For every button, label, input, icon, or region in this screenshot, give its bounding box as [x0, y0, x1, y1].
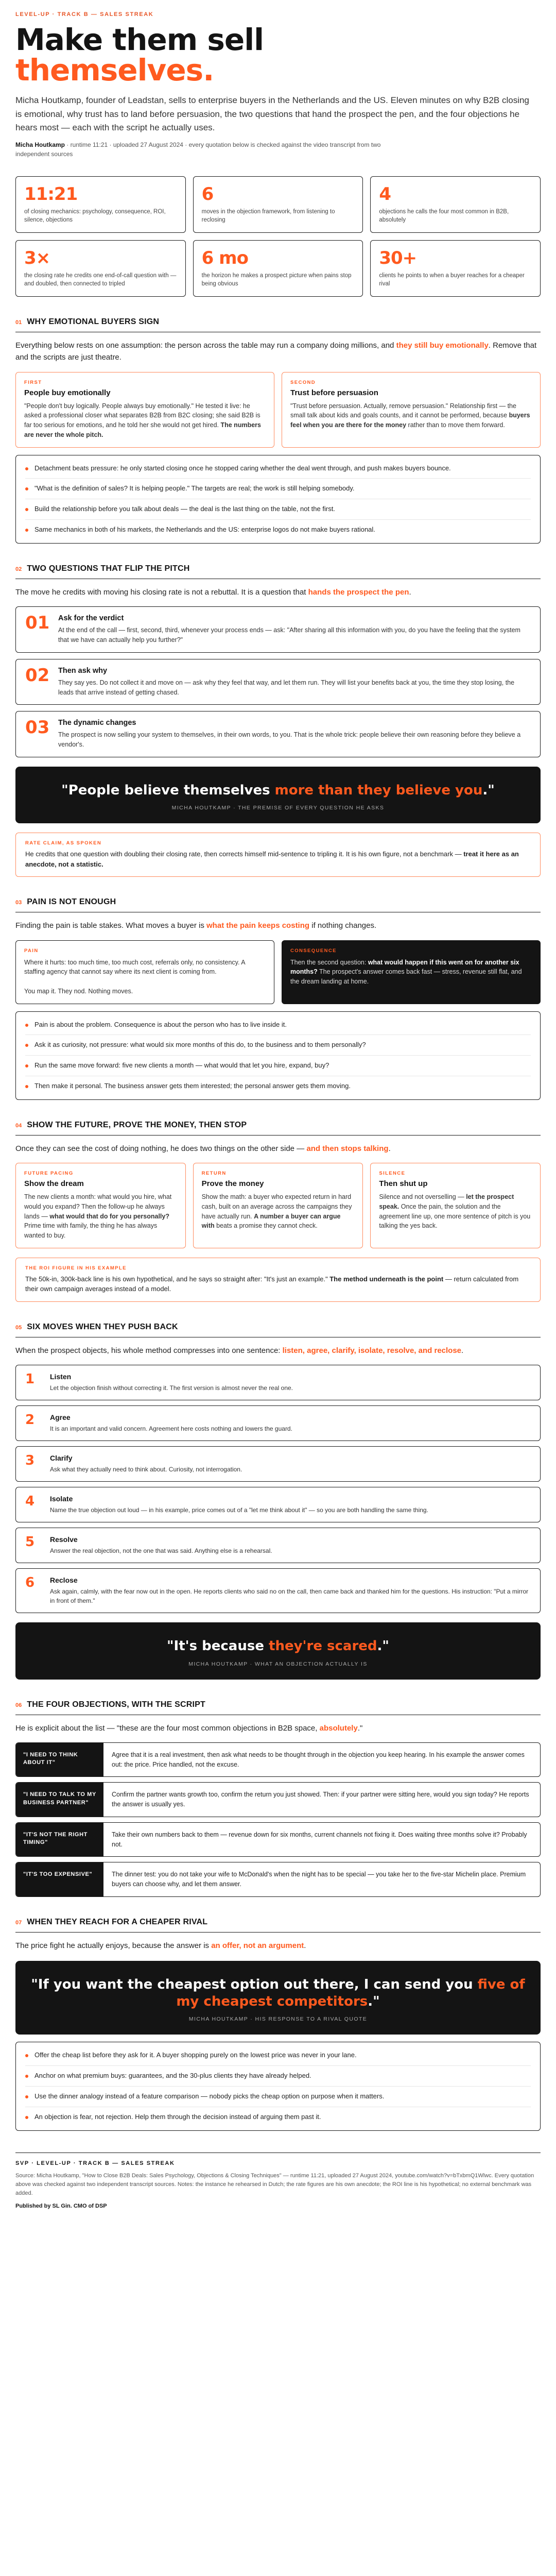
- step-title: Isolate: [50, 1495, 73, 1503]
- stat-number: 6: [201, 184, 214, 205]
- stats-grid: [15, 176, 541, 297]
- item-number: 01: [25, 613, 50, 634]
- section-number: 04: [15, 1122, 22, 1129]
- bullet-list: [15, 1011, 541, 1100]
- section-four-objections: [15, 1700, 541, 1897]
- list-item: "What is the definition of sales? It is helping people." The targets are real; the work is still helping somebody.: [25, 479, 531, 499]
- quote-part: .": [368, 1993, 380, 2009]
- intro-highlight: absolutely: [319, 1723, 358, 1733]
- step-desc: Let the objection finish without correcting it. The first version is almost never the real one.: [50, 1384, 293, 1392]
- card-tag: CONSEQUENCE: [290, 947, 337, 954]
- callout-body: [25, 1274, 531, 1294]
- section-number: 05: [15, 1324, 22, 1331]
- card-text: The prospect's answer comes back fast — stress, revenue still flat, and the dream landing at home.: [290, 968, 522, 985]
- stat-number: 30+: [379, 248, 417, 269]
- card-text: Prime time with family, the thing he has always wanted to buy.: [24, 1222, 158, 1240]
- list-item: Detachment beats pressure: he only started closing once he stopped caring whether the deal went through, and push makes buyers bounce.: [25, 459, 531, 479]
- item-title: Ask for the verdict: [58, 614, 124, 623]
- step-title: Resolve: [50, 1535, 78, 1544]
- card-emphasis: let the prospect speak.: [379, 1193, 514, 1210]
- objection-table: [15, 1742, 541, 1897]
- section-number: 03: [15, 900, 22, 906]
- roi-callout: [15, 1258, 541, 1302]
- section-number: 01: [15, 319, 22, 326]
- tactic-card: [193, 1163, 363, 1248]
- list-item: Use the dinner analogy instead of a feature comparison — nobody picks the cheap option on purpose when it matters.: [25, 2087, 531, 2107]
- card-text: rather than to move them forward.: [406, 421, 505, 429]
- stat-number: 3×: [24, 248, 50, 269]
- callout-text: He credits that one question with doubling their closing rate, then corrects himself mid-sentence to tripling it. It is his own figure, not a benchmark —: [25, 850, 464, 858]
- page-footer: [15, 2153, 541, 2209]
- section-intro: [15, 1143, 541, 1155]
- intro-text: Everything below rests on one assumption: the person across the table may run a company doing millions, and: [15, 341, 396, 350]
- card-body: [24, 1192, 177, 1241]
- pull-quote: [15, 1961, 541, 2035]
- quote-accent: they're scared: [269, 1638, 377, 1654]
- intro-highlight: listen, agree, clarify, isolate, resolve, and reclose: [282, 1346, 462, 1355]
- callout-text: The 50k-in, 300k-back line is his own hypothetical, and he says so straight after: "It's just an example.": [25, 1275, 330, 1283]
- page-title: [15, 22, 541, 88]
- stat-card: [15, 176, 186, 233]
- stat-caption: the closing rate he credits one end-of-call question with — and doubled, then connected to tripled: [24, 273, 177, 287]
- card-tag: SECOND: [290, 379, 316, 385]
- card-title: Prove the money: [201, 1179, 264, 1189]
- objection-row: [15, 1822, 541, 1857]
- card-body: [202, 1192, 355, 1231]
- byline-author: Micha Houtkamp: [15, 141, 65, 149]
- item-number: 02: [25, 665, 50, 686]
- step-title: Reclose: [50, 1576, 78, 1585]
- intro-text: .: [304, 1941, 306, 1950]
- card-text: "People don't buy logically. People always buy emotionally." He tested it live: he asked a professional closer what separates B2B from B2C closing; she said B2B is far too serious for emotions, and he told her she would not get hired.: [24, 402, 260, 429]
- step-title: Clarify: [50, 1454, 73, 1463]
- callout-tag: THE ROI FIGURE IN HIS EXAMPLE: [25, 1265, 127, 1271]
- objection-row: [15, 1782, 541, 1817]
- quote-attribution: MICHA HOUTKAMP · WHAT AN OBJECTION ACTUALLY IS: [188, 1660, 368, 1667]
- quote-accent: five of my cheapest competitors: [176, 1977, 525, 2009]
- pull-quote: [15, 767, 541, 824]
- card-text: beats a promise they cannot check.: [214, 1222, 318, 1230]
- objection-label: "IT'S NOT THE RIGHT TIMING": [16, 1823, 103, 1857]
- objection-label: "I NEED TO TALK TO MY BUSINESS PARTNER": [16, 1783, 103, 1817]
- step-item: [15, 1568, 541, 1613]
- objection-label: "I NEED TO THINK ABOUT IT": [16, 1743, 103, 1777]
- quote-accent: more than they believe you: [274, 782, 483, 798]
- numbered-item: [15, 711, 541, 757]
- list-item: An objection is fear, not rejection. Help them through the decision instead of arguing them past it.: [25, 2107, 531, 2127]
- card-emphasis: buyers feel when you are there for the money: [290, 412, 530, 429]
- principle-card-first: [15, 372, 274, 448]
- intro-highlight: what the pain keeps costing: [206, 921, 310, 930]
- intro-highlight: an offer, not an argument: [211, 1941, 304, 1950]
- intro-text: .: [409, 588, 411, 597]
- list-item: Then make it personal. The business answer gets them interested; the personal answer gets them moving.: [25, 1076, 531, 1096]
- step-number: 1: [25, 1371, 35, 1387]
- section-title: TWO QUESTIONS THAT FLIP THE PITCH: [27, 564, 190, 573]
- card-body: [290, 958, 532, 987]
- byline-meta: · runtime 11:21 · uploaded 27 August 2024 · every quotation below is checked against the video transcript from two independent sources: [15, 141, 381, 158]
- step-item: [15, 1405, 541, 1441]
- tactic-card: [15, 1163, 186, 1248]
- step-title: Agree: [50, 1413, 71, 1422]
- intro-text: .": [357, 1723, 363, 1733]
- tactic-cards: [15, 1163, 541, 1248]
- bullet-list: [15, 2042, 541, 2130]
- quote-attribution: MICHA HOUTKAMP · THE PREMISE OF EVERY QUESTION HE ASKS: [171, 805, 385, 811]
- step-number: 3: [25, 1453, 35, 1469]
- card-title: Show the dream: [24, 1179, 84, 1189]
- step-desc: Ask what they actually need to think about. Curiosity, not interrogation.: [50, 1466, 242, 1473]
- card-text: Once the pain, the solution and the agreement line up, one more sentence of pitch is you talking the yes back.: [379, 1202, 531, 1230]
- section-pain: [15, 897, 541, 1100]
- card-text: Show the math: a buyer who expected return in hard cash, built on an average across the campaigns they have actually run.: [201, 1193, 352, 1220]
- list-item: Offer the cheap list before they ask for it. A buyer shopping purely on the lowest price was never in your lane.: [25, 2045, 531, 2066]
- card-tag: RETURN: [201, 1171, 227, 1177]
- intro-text: .: [461, 1346, 464, 1355]
- numbered-item: [15, 659, 541, 705]
- objection-script: Confirm the partner wants growth too, confirm the return you just showed. Then: if your partner were sitting here, would you sign today? He reports the answer is usually yes.: [112, 1791, 529, 1808]
- section-cheaper-rival: [15, 1918, 541, 2131]
- quote-part: "It's because: [167, 1638, 269, 1654]
- card-body: [379, 1192, 532, 1231]
- section-number: 02: [15, 566, 22, 572]
- consequence-card: [282, 940, 541, 1004]
- stat-caption: clients he points to when a buyer reaches for a cheaper rival: [379, 273, 525, 287]
- quote-attribution: MICHA HOUTKAMP · HIS RESPONSE TO A RIVAL QUOTE: [188, 2016, 368, 2023]
- stat-caption: of closing mechanics: psychology, consequence, ROI, silence, objections: [24, 209, 166, 224]
- card-title: People buy emotionally: [24, 388, 111, 397]
- stat-number: 4: [379, 184, 391, 205]
- objection-row: [15, 1742, 541, 1777]
- intro-highlight: they still buy emotionally: [396, 341, 489, 350]
- card-emphasis: The numbers are never the whole pitch.: [24, 421, 261, 438]
- section-title: WHEN THEY REACH FOR A CHEAPER RIVAL: [27, 1917, 208, 1926]
- title-line-2: themselves.: [15, 53, 214, 88]
- quote-part: "If you want the cheapest option out there, I can send you: [31, 1977, 478, 1993]
- stat-caption: moves in the objection framework, from listening to reclosing: [201, 209, 335, 224]
- section-header: [15, 317, 541, 332]
- card-text: Then the second question:: [290, 958, 368, 966]
- principle-card-second: [282, 372, 541, 448]
- list-item: Anchor on what premium buys: guarantees, and the 30-plus clients they have already helped.: [25, 2066, 531, 2087]
- intro-highlight: and then stops talking: [306, 1144, 389, 1153]
- list-item: Ask it as curiosity, not pressure: what would six more months of this do, to the business and to them personally?: [25, 1035, 531, 1056]
- intro-text: The move he credits with moving his closing rate is not a rebuttal. It is a question that: [15, 588, 308, 597]
- list-item: Same mechanics in both of his markets, the Netherlands and the US: enterprise logos do not make buyers rational.: [25, 520, 531, 540]
- card-tag: PAIN: [24, 947, 39, 954]
- card-tag: SILENCE: [379, 1171, 406, 1177]
- stat-number: 6 mo: [201, 248, 248, 269]
- callout-tag: RATE CLAIM, AS SPOKEN: [25, 840, 102, 846]
- tactic-card: [370, 1163, 541, 1248]
- rate-claim-callout: [15, 833, 541, 877]
- item-desc: They say yes. Do not collect it and move on — ask why they feel that way, and let them run. They will list your benefits back at you, the time they stop losing, the leads that arrive instead of getting chased.: [58, 679, 515, 696]
- card-emphasis: what would happen if this went on for another six months?: [290, 958, 519, 976]
- callout-emphasis: treat it here as an anecdote, not a statistic.: [25, 850, 519, 868]
- quote-part: .": [482, 782, 495, 798]
- numbered-item: [15, 606, 541, 653]
- item-number: 03: [25, 717, 50, 738]
- section-two-questions: [15, 564, 541, 877]
- pain-card: [15, 940, 274, 1004]
- stat-number: 11:21: [24, 184, 78, 205]
- intro-text: He is explicit about the list — "these are the four most common objections in B2B space,: [15, 1723, 320, 1733]
- step-desc: Name the true objection out loud — in his example, price comes out of a "let me think about it" — so you are both handling the same thing.: [50, 1506, 428, 1514]
- card-emphasis: A number a buyer can argue with: [201, 1212, 341, 1230]
- intro-highlight: hands the prospect the pen: [308, 588, 409, 597]
- intro-text: Once they can see the cost of doing nothing, he does two things on the other side —: [15, 1144, 307, 1153]
- objection-script: Take their own numbers back to them — revenue down for six months, current channels not fixing it. Does waiting three months solve it? Probably not.: [112, 1831, 527, 1848]
- item-desc: At the end of the call — first, second, third, whenever your process ends — ask: "After sharing all this information with you, do you have the feeling that the system that we have can actually help you further?": [58, 626, 520, 643]
- footer-source: Source: Micha Houtkamp, "How to Close B2B Deals: Sales Psychology, Objections & Closing Techniques" — runtime 11:21, uploaded 27 August 2024, youtube.com/watch?v=bTxbmQ1Wlwc. Every quotation above was checked against two independent transcript sources. Notes: the instance he rehearsed in Dutch; the rate figures are his own anecdote; the ROI line is his hypothetical; no external benchmark was added.: [15, 2172, 534, 2196]
- section-six-moves: [15, 1323, 541, 1680]
- stat-caption: the horizon he makes a prospect picture when pains stop being obvious: [201, 273, 352, 287]
- section-intro: [15, 920, 541, 931]
- quote-part: .": [377, 1638, 389, 1654]
- step-number: 6: [25, 1575, 35, 1591]
- numbered-steps: [15, 606, 541, 757]
- section-number: 06: [15, 1702, 22, 1708]
- step-desc: Ask again, calmly, with the fear now out in the open. He reports clients who said no on the call, then came back and thanked him for the questions. His instruction: "Put a mirror in front of them.": [50, 1588, 529, 1605]
- section-title: THE FOUR OBJECTIONS, WITH THE SCRIPT: [27, 1700, 206, 1709]
- section-number: 07: [15, 1919, 22, 1926]
- section-intro: [15, 1345, 541, 1357]
- item-desc: The prospect is now selling your system to themselves, in their own words, to you. That is the whole trick: people believe their own reasoning before they believe a vendor's.: [58, 731, 521, 748]
- objection-row: [15, 1862, 541, 1897]
- objection-script: The dinner test: you do not take your wife to McDonald's when the night has to be special — you take her to the five-star Michelin place. Premium buyers can choose why, and let them answer.: [112, 1871, 526, 1888]
- card-body: Where it hurts: too much time, too much cost, referrals only, no consistency. A staffing agency that cannot say where its next client is coming from. You map it. They nod. Nothing moves.: [24, 958, 245, 995]
- list-item: Pain is about the problem. Consequence is about the person who has to live inside it.: [25, 1015, 531, 1036]
- quote-text: [31, 1638, 525, 1655]
- footer-kicker: SVP · LEVEL-UP · TRACK B — SALES STREAK: [15, 2160, 175, 2166]
- page-kicker: LEVEL-UP · TRACK B — SALES STREAK: [15, 11, 154, 18]
- step-desc: It is an important and valid concern. Agreement here costs nothing and lowers the guard.: [50, 1425, 292, 1433]
- section-header: [15, 1700, 541, 1715]
- intro-text: .: [388, 1144, 391, 1153]
- section-header: [15, 564, 541, 579]
- objection-steps: [15, 1365, 541, 1613]
- step-item: [15, 1528, 541, 1563]
- list-item: Run the same move forward: five new clients a month — what would that let you hire, expand, buy?: [25, 1056, 531, 1076]
- stat-card: [193, 176, 363, 233]
- quote-text: [31, 1976, 525, 2010]
- step-desc: Answer the real objection, not the one that was said. Anything else is a rehearsal.: [50, 1547, 272, 1555]
- stat-caption: objections he calls the four most common in B2B, absolutely: [379, 209, 509, 224]
- callout-body: [25, 849, 531, 869]
- card-body: [24, 401, 266, 440]
- stat-card: [193, 240, 363, 297]
- section-title: WHY EMOTIONAL BUYERS SIGN: [27, 317, 160, 327]
- section-header: [15, 1918, 541, 1933]
- quote-part: "People believe themselves: [61, 782, 275, 798]
- card-text: Silence and not overselling —: [379, 1193, 466, 1201]
- byline: [15, 141, 386, 159]
- principle-cards: [15, 372, 541, 448]
- step-number: 5: [25, 1534, 35, 1550]
- section-title: PAIN IS NOT ENOUGH: [27, 897, 116, 907]
- section-intro: [15, 586, 541, 598]
- card-title: Trust before persuasion: [290, 388, 378, 397]
- card-text: "Trust before persuasion. Actually, remove persuasion." Relationship first — the small talk about kids and goals counts, and it cannot be performed, because: [290, 402, 516, 419]
- intro-text: When the prospect objects, his whole method compresses into one sentence:: [15, 1346, 283, 1355]
- intro-text: if nothing changes.: [309, 921, 377, 930]
- section-header: [15, 897, 541, 912]
- item-title: The dynamic changes: [58, 719, 136, 727]
- intro-text: The price fight he actually enjoys, because the answer is: [15, 1941, 212, 1950]
- section-future-money: [15, 1121, 541, 1302]
- footer-published: Published by SL Gin. CMO of DSP: [15, 2202, 107, 2209]
- section-intro: [15, 1940, 541, 1952]
- stat-card: [370, 176, 541, 233]
- section-intro: [15, 1722, 541, 1734]
- step-item: [15, 1487, 541, 1522]
- section-header: [15, 1121, 541, 1136]
- card-tag: FUTURE PACING: [24, 1171, 74, 1177]
- step-number: 4: [25, 1494, 35, 1510]
- title-line-1: Make them sell: [15, 22, 264, 57]
- callout-emphasis: The method underneath is the point: [329, 1275, 444, 1283]
- objection-label: "IT'S TOO EXPENSIVE": [16, 1862, 103, 1896]
- step-item: [15, 1365, 541, 1400]
- stat-card: [15, 240, 186, 297]
- card-title: Then shut up: [379, 1179, 428, 1189]
- step-title: Listen: [50, 1372, 72, 1381]
- card-body: [290, 401, 532, 430]
- section-emotional-buyers: [15, 317, 541, 544]
- section-header: [15, 1323, 541, 1337]
- section-title: SIX MOVES WHEN THEY PUSH BACK: [27, 1322, 178, 1331]
- section-intro: [15, 340, 541, 364]
- item-title: Then ask why: [58, 666, 108, 675]
- step-number: 2: [25, 1412, 35, 1428]
- quote-text: [31, 782, 525, 799]
- step-item: [15, 1446, 541, 1482]
- callout-text: — return calculated from their own campaign averages instead of a model.: [25, 1275, 519, 1293]
- stat-card: [370, 240, 541, 297]
- pain-consequence-cards: [15, 940, 541, 1004]
- list-item: Build the relationship before you talk about deals — the deal is the last thing on the table, not the first.: [25, 499, 531, 520]
- card-emphasis: what would that do for you personally?: [49, 1212, 169, 1220]
- card-tag: FIRST: [24, 379, 42, 385]
- pull-quote: [15, 1622, 541, 1680]
- intro-text: Finding the pain is table stakes. What moves a buyer is: [15, 921, 207, 930]
- intro-text: . Remove that and the scripts are just theatre.: [15, 341, 537, 362]
- card-text: The new clients a month: what would you hire, what would you expand? Then the follow-up he always lands —: [24, 1193, 172, 1220]
- objection-script: Agree that it is a real investment, then ask what needs to be thought through in the objection you keep hearing. In his example the answer comes out: the price. Price handled, not the excuse.: [112, 1751, 525, 1768]
- intro-paragraph: Micha Houtkamp, founder of Leadstan, sells to enterprise buyers in the Netherlands and the US. Eleven minutes on why B2B closing is emotional, why trust has to land before persuasion, the two questions that hand the prospect the pen, and the four objections he hears most — each with the script he actually uses.: [15, 95, 529, 132]
- bullet-list: [15, 455, 541, 544]
- section-title: SHOW THE FUTURE, PROVE THE MONEY, THEN STOP: [27, 1120, 247, 1129]
